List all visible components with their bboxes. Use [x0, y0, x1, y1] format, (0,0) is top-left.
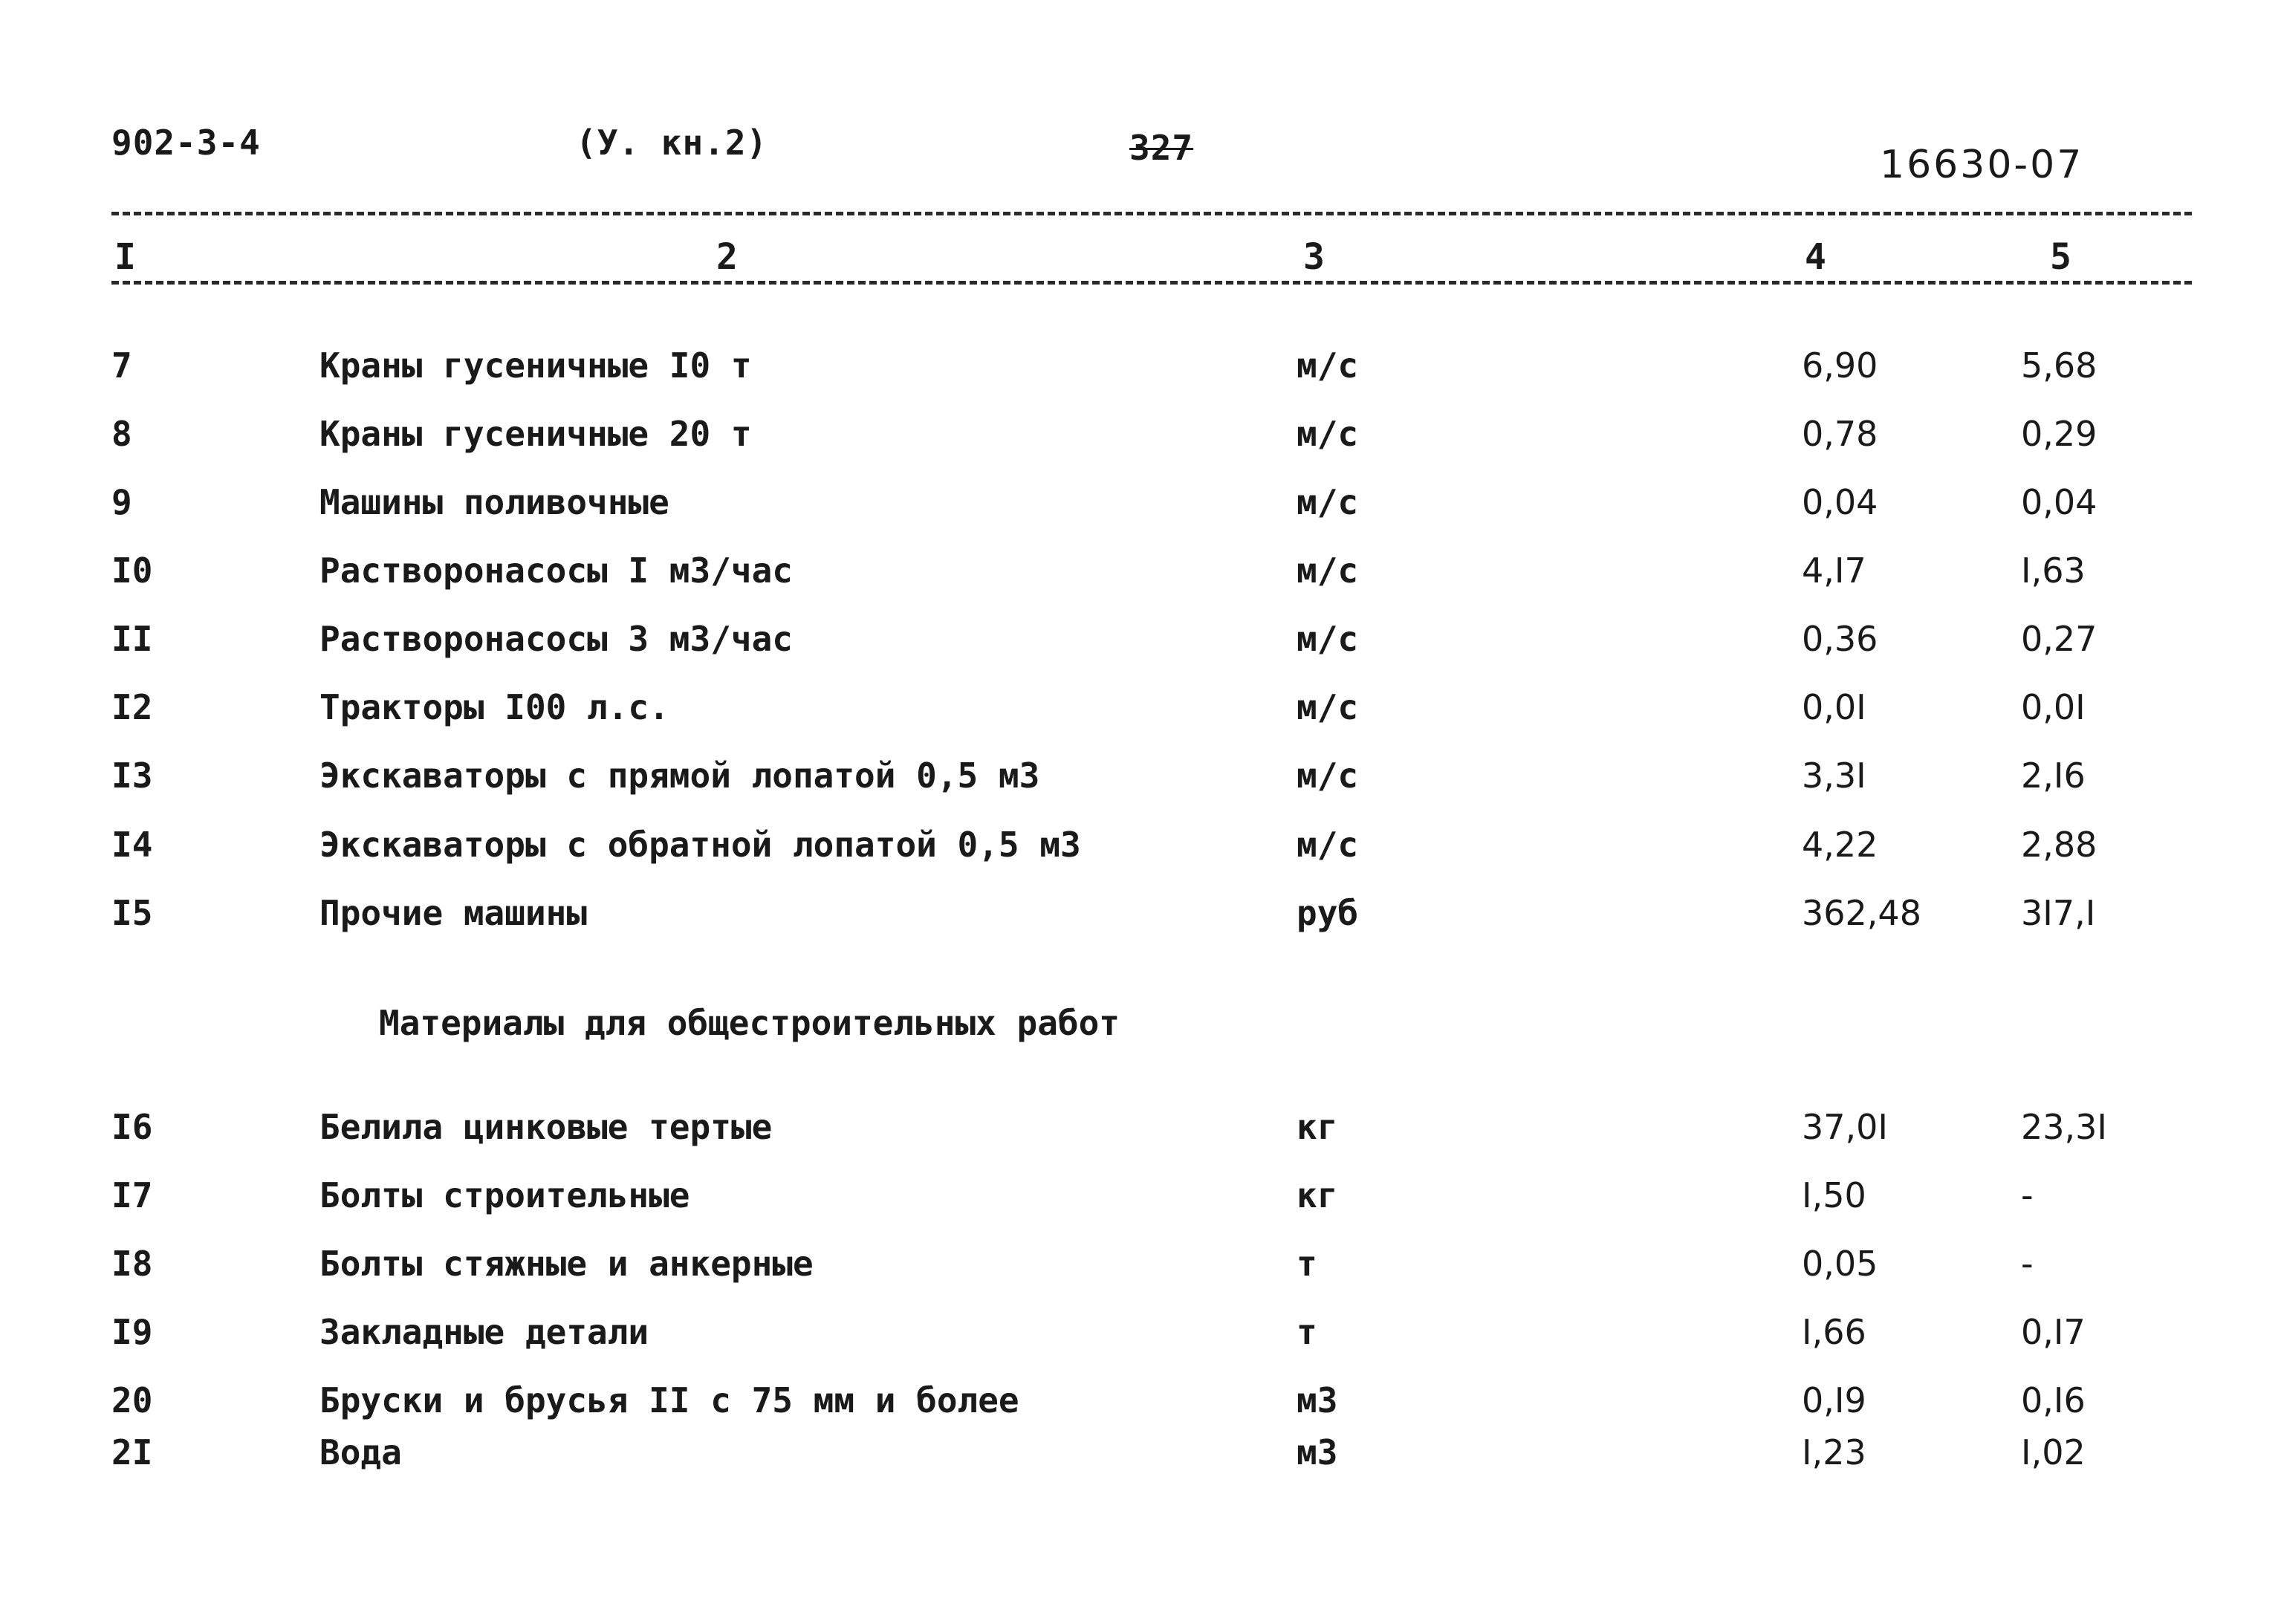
- table-row: [0, 756, 2281, 800]
- row-unit: м/с: [1297, 825, 1359, 865]
- row-name: Краны гусеничные I0 т: [319, 345, 752, 386]
- table-row: [0, 825, 2281, 869]
- row-number: I8: [111, 1244, 153, 1284]
- header-divider-top: [111, 212, 2192, 215]
- row-number: I9: [111, 1312, 153, 1352]
- table-row: [0, 1175, 2281, 1220]
- row-value-col5: -: [2021, 1175, 2034, 1215]
- section-title: Материалы для общестроительных работ: [379, 1003, 1120, 1043]
- row-value-col5: 0,I7: [2021, 1312, 2086, 1352]
- row-unit: м/с: [1297, 687, 1359, 727]
- row-number: I6: [111, 1107, 153, 1147]
- row-name: Белила цинковые тертые: [319, 1107, 773, 1147]
- row-value-col4: I,50: [1802, 1175, 1866, 1215]
- row-number: 2I: [111, 1432, 153, 1472]
- row-name: Тракторы I00 л.с.: [319, 687, 669, 727]
- table-row: [0, 893, 2281, 938]
- row-value-col4: 0,0I: [1802, 687, 1866, 727]
- table-row: [0, 345, 2281, 390]
- row-number: 20: [111, 1380, 153, 1420]
- row-value-col4: I,66: [1802, 1312, 1866, 1352]
- row-value-col4: 0,05: [1802, 1244, 1878, 1284]
- row-value-col5: 0,04: [2021, 482, 2097, 522]
- row-name: Машины поливочные: [319, 482, 669, 522]
- row-name: Закладные детали: [319, 1312, 649, 1352]
- row-number: I7: [111, 1175, 153, 1215]
- row-value-col5: -: [2021, 1244, 2034, 1284]
- table-row: [0, 1380, 2281, 1425]
- column-number-2: 2: [713, 236, 741, 278]
- row-number: I0: [111, 550, 153, 591]
- row-number: I5: [111, 893, 153, 933]
- row-value-col5: 5,68: [2021, 345, 2097, 386]
- row-value-col5: 0,I6: [2021, 1380, 2086, 1420]
- row-name: Прочие машины: [319, 893, 588, 933]
- column-number-3: 3: [1300, 236, 1328, 278]
- row-value-col4: 3,3I: [1802, 756, 1866, 796]
- table-row: [0, 1432, 2281, 1477]
- row-number: II: [111, 619, 153, 659]
- row-value-col5: 2,88: [2021, 825, 2097, 865]
- row-unit: м/с: [1297, 550, 1359, 591]
- sheet-number: 16630-07: [1880, 143, 2084, 187]
- doc-code: 902-3-4: [111, 123, 261, 163]
- row-number: I4: [111, 825, 153, 865]
- row-name: Экскаваторы с прямой лопатой 0,5 м3: [319, 756, 1040, 796]
- row-unit: т: [1297, 1312, 1317, 1352]
- row-unit: м3: [1297, 1380, 1338, 1420]
- row-value-col4: 0,04: [1802, 482, 1878, 522]
- row-value-col4: 4,I7: [1802, 550, 1866, 591]
- row-value-col5: 0,0I: [2021, 687, 2086, 727]
- row-name: Растворонасосы I м3/час: [319, 550, 793, 591]
- row-value-col4: 6,90: [1802, 345, 1878, 386]
- row-unit: кг: [1297, 1175, 1338, 1215]
- table-row: [0, 414, 2281, 458]
- volume-label: (У. кн.2): [576, 123, 768, 163]
- table-row: [0, 1107, 2281, 1152]
- row-name: Болты строительные: [319, 1175, 690, 1215]
- row-value-col4: 362,48: [1802, 893, 1921, 933]
- row-number: 9: [111, 482, 132, 522]
- row-value-col5: 2,I6: [2021, 756, 2086, 796]
- table-row: [0, 1244, 2281, 1288]
- row-value-col5: 23,3I: [2021, 1107, 2107, 1147]
- row-unit: м/с: [1297, 345, 1359, 386]
- table-row: [0, 1312, 2281, 1357]
- row-value-col5: 0,29: [2021, 414, 2097, 454]
- table-row: [0, 482, 2281, 527]
- row-name: Бруски и брусья II с 75 мм и более: [319, 1380, 1019, 1420]
- table-row: [0, 619, 2281, 663]
- row-number: 8: [111, 414, 132, 454]
- row-name: Растворонасосы 3 м3/час: [319, 619, 793, 659]
- row-unit: м/с: [1297, 414, 1359, 454]
- row-unit: м3: [1297, 1432, 1338, 1472]
- row-number: I3: [111, 756, 153, 796]
- row-value-col4: I,23: [1802, 1432, 1866, 1472]
- row-value-col5: I,63: [2021, 550, 2086, 591]
- row-value-col4: 0,36: [1802, 619, 1878, 659]
- row-unit: т: [1297, 1244, 1317, 1284]
- column-number-4: 4: [1802, 236, 1829, 278]
- row-number: I2: [111, 687, 153, 727]
- row-number: 7: [111, 345, 132, 386]
- row-unit: м/с: [1297, 756, 1359, 796]
- row-unit: м/с: [1297, 482, 1359, 522]
- row-name: Краны гусеничные 20 т: [319, 414, 752, 454]
- row-value-col4: 0,I9: [1802, 1380, 1866, 1420]
- column-number-1: I: [111, 236, 139, 278]
- row-name: Экскаваторы с обратной лопатой 0,5 м3: [319, 825, 1081, 865]
- row-value-col5: 3I7,I: [2021, 893, 2096, 933]
- column-number-5: 5: [2047, 236, 2074, 278]
- row-name: Вода: [319, 1432, 402, 1472]
- header-divider-bottom: [111, 281, 2192, 285]
- row-unit: руб: [1297, 893, 1359, 933]
- row-value-col4: 0,78: [1802, 414, 1878, 454]
- page-number: 327: [1129, 128, 1194, 168]
- row-value-col5: I,02: [2021, 1432, 2086, 1472]
- row-value-col4: 37,0I: [1802, 1107, 1888, 1147]
- row-value-col5: 0,27: [2021, 619, 2097, 659]
- row-unit: кг: [1297, 1107, 1338, 1147]
- row-value-col4: 4,22: [1802, 825, 1878, 865]
- table-row: [0, 687, 2281, 732]
- table-row: [0, 550, 2281, 595]
- row-unit: м/с: [1297, 619, 1359, 659]
- row-name: Болты стяжные и анкерные: [319, 1244, 814, 1284]
